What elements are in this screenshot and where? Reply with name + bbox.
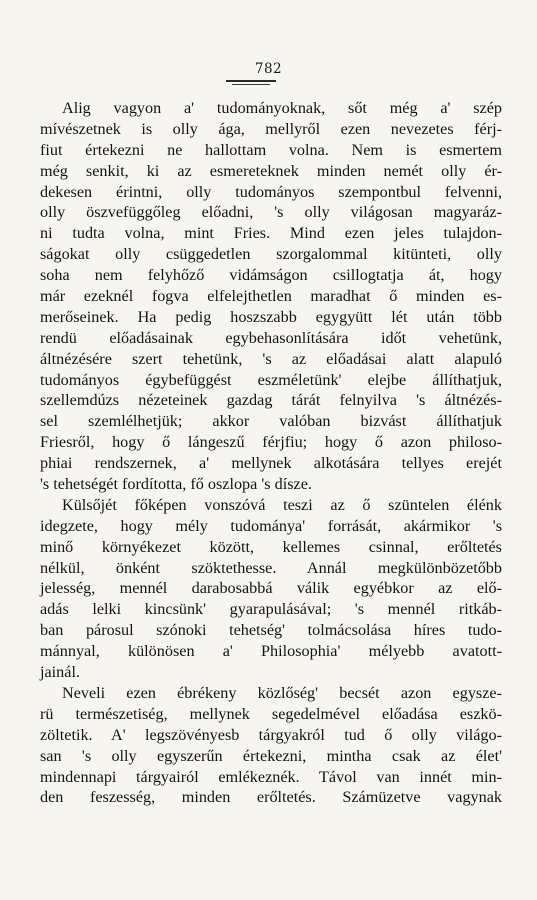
text-line: Neveli ezen ébrékeny közlőség' becsét azon egysze- — [62, 683, 502, 702]
text-line: sel szemlélhetjük; akkor valóban bizvást állíthatjuk — [40, 412, 502, 431]
text-line: mívészetnek is olly ága, mellyről ezen nevezetes férj- — [40, 119, 502, 138]
text-line: Külsőjét főképen vonszóvá teszi az ő szüntelen élénk — [62, 495, 502, 514]
text-line: phiai rendszernek, a' mellynek alkotására tellyes erejét — [40, 454, 502, 473]
text-line: Alig vagyon a' tudományoknak, sőt még a' szép — [62, 99, 502, 117]
text-line: den feszesség, minden erőltetés. Számüzetve vagynak — [40, 788, 502, 807]
text-line: szellemdúzs nézeteinek gazdag tárát felnyilva 's áltnézés- — [40, 391, 502, 410]
text-line: zöltetik. A' legszövényesb tárgyakról tud ő olly világo- — [40, 725, 502, 744]
text-line: Friesről, hogy ő lángeszű férjfiu; hogy ő azon philoso- — [40, 433, 502, 452]
text-line: san 's olly egyszerűn értekezni, mintha csak az élet' — [40, 746, 502, 765]
body-text — [40, 98, 502, 808]
text-line: mánnyal, különösen a' Philosophia' mélyebb avatott- — [40, 642, 502, 661]
text-line: jelesség, mennél darabosabbá válik egyébkor az elő- — [40, 579, 502, 598]
page-number: 782 — [254, 61, 283, 77]
text-line: dekesen érintni, olly tudományos szempontbul felvenni, — [40, 182, 502, 201]
text-line: mindennapi tárgyairól emlékeznék. Távol van innét min- — [40, 767, 502, 786]
text-line: 's tehetségét fordította, fő oszlopa 's dísze. — [40, 475, 312, 494]
text-line: már ezeknél fogva elfelejthetlen maradhat ő minden es- — [40, 287, 502, 306]
text-line: ni tudta volna, mint Fries. Mind ezen jeles tulajdon- — [40, 224, 502, 243]
text-line: áltnézésére szert tehetünk, 's az előadásai alatt alapuló — [40, 349, 502, 368]
header-rule-thin — [232, 84, 270, 85]
text-line: rendü előadásainak egybehasonlítására időt vehetünk, — [40, 328, 502, 347]
text-line: olly öszvefüggőleg előadni, 's olly világosan magyaráz- — [40, 203, 502, 222]
text-line: még senkit, ki az esmereteknek minden nemét olly ér- — [40, 161, 502, 180]
text-line: minő környékezet között, kellemes csinnal, erőltetés — [40, 537, 502, 556]
text-line: idegzete, hogy mély tudománya' forrását, akármikor 's — [40, 516, 502, 535]
text-line: merőseinek. Ha pedig hoszszabb egygyütt lét után több — [40, 307, 502, 326]
text-line: tudományos égybefüggést eszméletünk' elejbe állíthatjuk, — [40, 370, 502, 389]
text-line: jainál. — [40, 663, 81, 682]
text-line: soha nem felyhőző vidámságon csillogtatja át, hogy — [40, 266, 502, 285]
text-line: rü természetiség, mellynek segedelmével előadása eszkö- — [40, 704, 502, 723]
text-line: ban párosul szónoki tehetség' tolmácsolása híres tudo- — [40, 621, 502, 640]
text-line: fiut értekezni ne hallottam volna. Nem is esmertem — [40, 140, 502, 159]
text-line: ságokat olly csüggedetlen szorgalommal kitünteti, olly — [40, 245, 502, 264]
header-rule — [226, 80, 276, 82]
text-line: adás lelki kincsünk' gyarapulásával; 's mennél ritkáb- — [40, 600, 502, 619]
text-line: nélkül, önként szöktethesse. Annál megkülönbözetőbb — [40, 558, 502, 577]
